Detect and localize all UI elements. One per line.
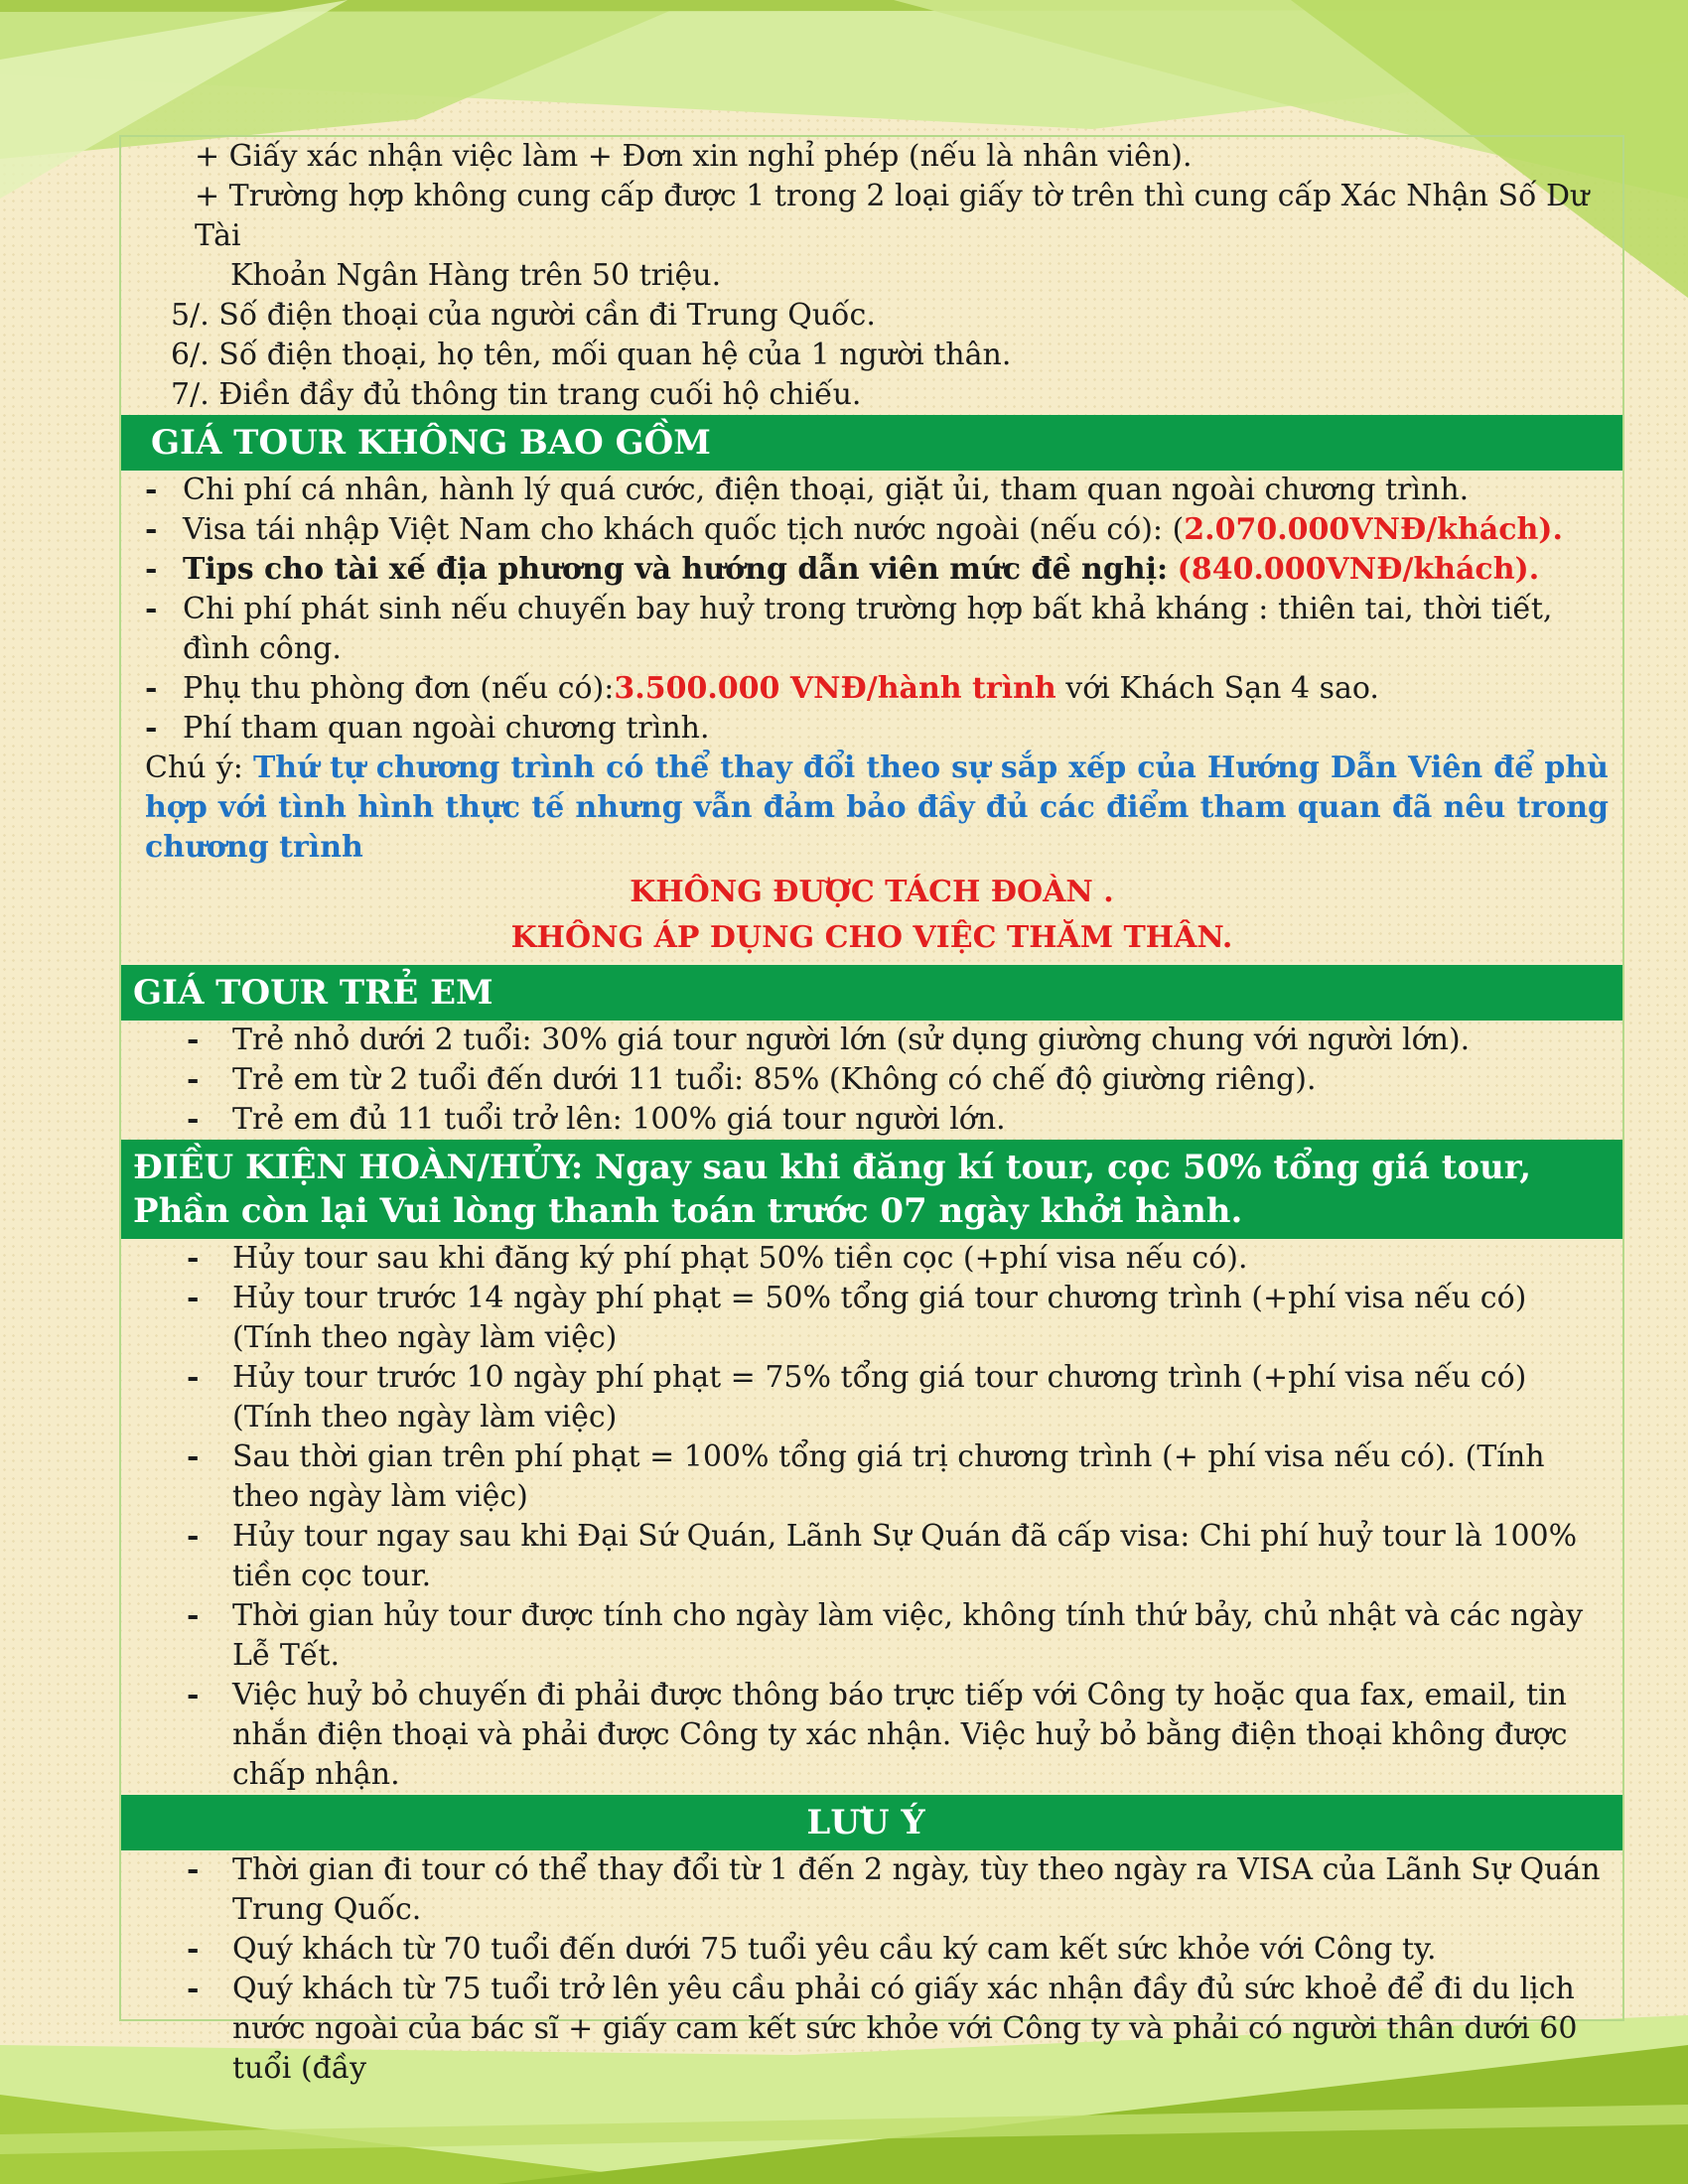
list-item: - Quý khách từ 75 tuổi trở lên yêu cầu phải có giấy xác nhận đầy đủ sức khoẻ để đi du lịch nước ngoài của bác sĩ + giấy cam kết sức khỏe với Công ty và phải có người thân dưới 60 tuổi (đầy <box>121 1970 1622 2089</box>
intro-line: 7/. Điền đầy đủ thông tin trang cuối hộ chiếu. <box>171 377 862 412</box>
section-header-notes: LƯU Ý <box>121 1795 1622 1850</box>
intro-line: Khoản Ngân Hàng trên 50 triệu. <box>230 258 722 293</box>
schedule-note <box>121 749 1622 868</box>
cancellation-list <box>121 1239 1622 1795</box>
visa-requirements-continued <box>121 137 1622 415</box>
content-box <box>119 135 1624 2086</box>
list-item: - Việc huỷ bỏ chuyến đi phải được thông báo trực tiếp với Công ty hoặc qua fax, email, tin nhắn điện thoại và phải được Công ty xác nhận. Việc huỷ bỏ bằng điện thoại không được chấp nhận. <box>121 1676 1622 1795</box>
list-item: - Trẻ em từ 2 tuổi đến dưới 11 tuổi: 85% (Không có chế độ giường riêng). <box>121 1060 1622 1100</box>
list-item: - Trẻ em đủ 11 tuổi trở lên: 100% giá tour người lớn. <box>121 1100 1622 1140</box>
note-text: Thứ tự chương trình có thể thay đổi theo sự sắp xếp của Hướng Dẫn Viên để phù hợp với tình hình thực tế nhưng vẫn đảm bảo đầy đủ các điểm tham quan đã nêu trong chương trình <box>145 751 1609 865</box>
list-item: - Sau thời gian trên phí phạt = 100% tổng giá trị chương trình (+ phí visa nếu có). (Tính theo ngày làm việc) <box>121 1437 1622 1517</box>
warning-no-split: KHÔNG ĐƯỢC TÁCH ĐOÀN . <box>630 875 1114 909</box>
list-item <box>121 669 1622 709</box>
price-highlight: (840.000VNĐ/khách). <box>1177 552 1540 587</box>
item-text: Phụ thu phòng đơn (nếu có): <box>183 671 615 706</box>
intro-line: 6/. Số điện thoại, họ tên, mối quan hệ của 1 người thân. <box>171 338 1012 372</box>
section-header-excluded: GIÁ TOUR KHÔNG BAO GỒM <box>121 415 1622 471</box>
warning-no-family-visit: KHÔNG ÁP DỤNG CHO VIỆC THĂM THÂN. <box>510 920 1233 955</box>
intro-line: 5/. Số điện thoại của người cần đi Trung Quốc. <box>171 298 876 333</box>
list-item: - Chi phí phát sinh nếu chuyến bay huỷ trong trường hợp bất khả kháng : thiên tai, thời tiết, đình công. <box>121 590 1622 669</box>
item-text: với Khách Sạn 4 sao. <box>1065 671 1379 706</box>
notes-list <box>121 1850 1622 2089</box>
item-text: Visa tái nhập Việt Nam cho khách quốc tịch nước ngoài (nếu có): ( <box>183 512 1185 547</box>
note-label: Chú ý: <box>145 751 243 785</box>
list-item: - Phí tham quan ngoài chương trình. <box>121 709 1622 749</box>
list-item: - Quý khách từ 70 tuổi đến dưới 75 tuổi yêu cầu ký cam kết sức khỏe với Công ty. <box>121 1930 1622 1970</box>
price-highlight: 2.070.000VNĐ/khách). <box>1184 512 1563 547</box>
intro-line: + Trường hợp không cung cấp được 1 trong 2 loại giấy tờ trên thì cung cấp Xác Nhận Số Dư Tài <box>195 179 1590 253</box>
children-price-list <box>121 1021 1622 1140</box>
excluded-list <box>121 471 1622 749</box>
intro-line: + Giấy xác nhận việc làm + Đơn xin nghỉ phép (nếu là nhân viên). <box>195 139 1193 174</box>
item-text: Tips cho tài xế địa phương và hướng dẫn viên mức đề nghị: <box>183 552 1169 587</box>
list-item <box>121 550 1622 590</box>
list-item: - Trẻ nhỏ dưới 2 tuổi: 30% giá tour người lớn (sử dụng giường chung với người lớn). <box>121 1021 1622 1060</box>
list-item: - Hủy tour trước 10 ngày phí phạt = 75% tổng giá tour chương trình (+phí visa nếu có) (Tính theo ngày làm việc) <box>121 1358 1622 1437</box>
list-item: - Hủy tour ngay sau khi Đại Sứ Quán, Lãnh Sự Quán đã cấp visa: Chi phí huỷ tour là 100% tiền cọc tour. <box>121 1517 1622 1596</box>
price-highlight: 3.500.000 VNĐ/hành trình <box>614 671 1056 706</box>
section-header-cancellation: ĐIỀU KIỆN HOÀN/HỦY: Ngay sau khi đăng kí tour, cọc 50% tổng giá tour, Phần còn lại Vui lòng thanh toán trước 07 ngày khởi hành. <box>121 1140 1622 1239</box>
section-header-children: GIÁ TOUR TRẺ EM <box>121 965 1622 1021</box>
list-item: - Thời gian hủy tour được tính cho ngày làm việc, không tính thứ bảy, chủ nhật và các ngày Lễ Tết. <box>121 1596 1622 1676</box>
list-item <box>121 510 1622 550</box>
list-item: - Chi phí cá nhân, hành lý quá cước, điện thoại, giặt ủi, tham quan ngoài chương trình. <box>121 471 1622 510</box>
list-item: - Hủy tour sau khi đăng ký phí phạt 50% tiền cọc (+phí visa nếu có). <box>121 1239 1622 1279</box>
list-item: - Hủy tour trước 14 ngày phí phạt = 50% tổng giá tour chương trình (+phí visa nếu có) (Tính theo ngày làm việc) <box>121 1279 1622 1358</box>
list-item: - Thời gian đi tour có thể thay đổi từ 1 đến 2 ngày, tùy theo ngày ra VISA của Lãnh Sự Quán Trung Quốc. <box>121 1850 1622 1930</box>
